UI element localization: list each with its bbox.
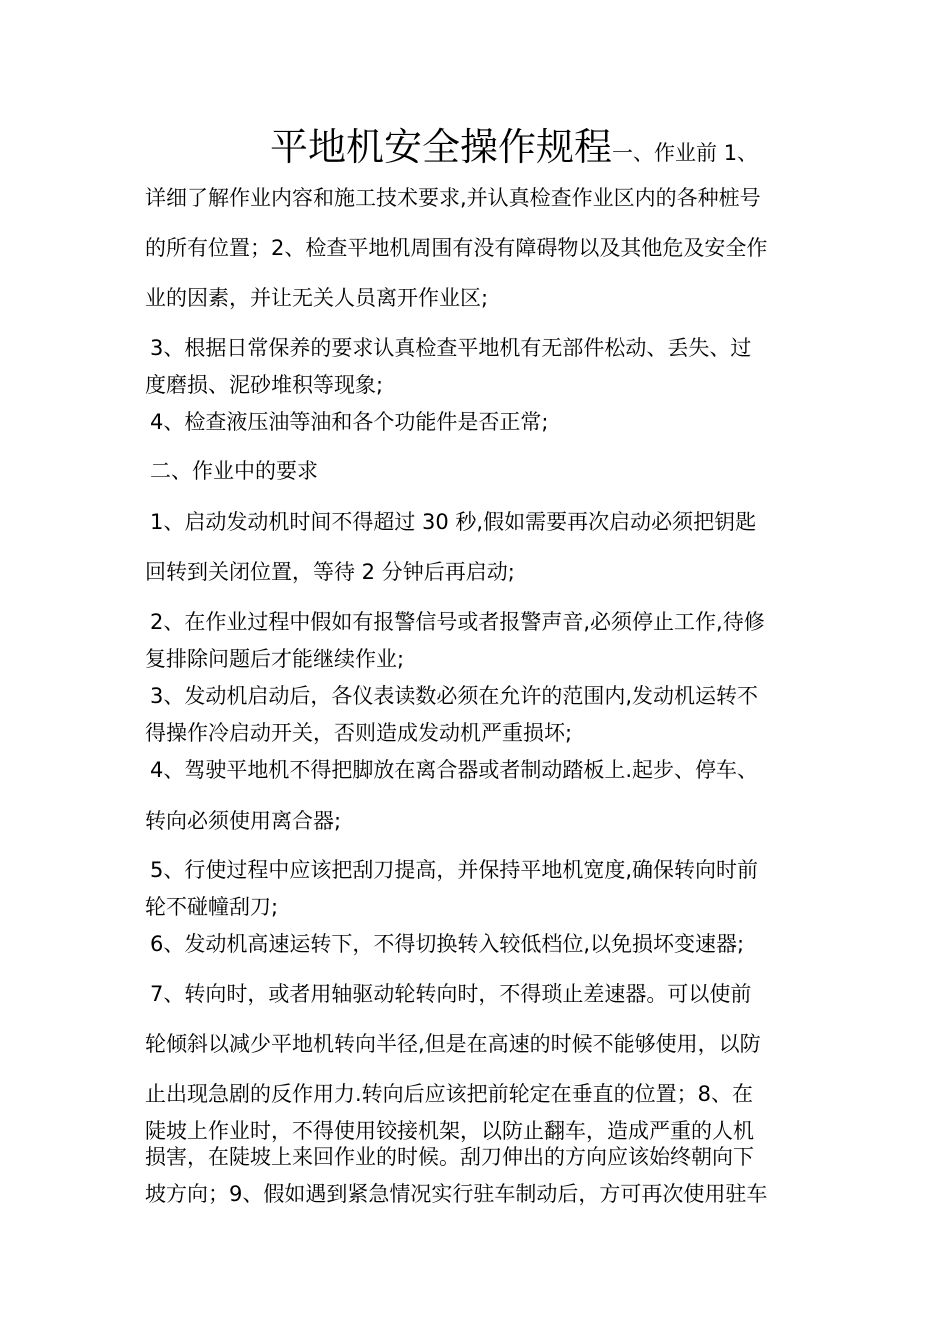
paragraph-line: 2、在作业过程中假如有报警信号或者报警声音,必须停止工作,待修 [150, 610, 765, 634]
paragraph-line: 复排除问题后才能继续作业; [145, 647, 405, 671]
paragraph-line: 7、转向时，或者用轴驱动轮转向时，不得琐止差速器。可以使前 [150, 982, 752, 1006]
title-tail-text: 一、作业前 1、 [612, 141, 759, 165]
paragraph-line: 1、启动发动机时间不得超过 30 秒,假如需要再次启动必须把钥匙 [150, 510, 757, 534]
paragraph-line: 坡方向；9、假如遇到紧急情况实行驻车制动后，方可再次使用驻车 [145, 1182, 768, 1206]
document-title: 平地机安全操作规程 [270, 125, 613, 169]
paragraph-line: 得操作冷启动开关，否则造成发动机严重损坏; [145, 721, 573, 745]
paragraph-line: 陡坡上作业时，不得使用铰接机架，以防止翻车，造成严重的人机 [145, 1119, 754, 1143]
paragraph-line: 6、发动机高速运转下，不得切换转入较低档位,以免损坏变速器; [150, 932, 745, 956]
paragraph-line: 4、驾驶平地机不得把脚放在离合器或者制动踏板上.起步、停车、 [150, 758, 759, 782]
paragraph-line: 轮不碰幢刮刀; [145, 895, 279, 919]
paragraph-line: 度磨损、泥砂堆积等现象; [145, 373, 384, 397]
paragraph-line: 损害，在陡坡上来回作业的时候。刮刀伸出的方向应该始终朝向下 [145, 1145, 754, 1169]
section-heading: 二、作业中的要求 [150, 459, 318, 483]
title-line [270, 125, 759, 169]
paragraph-line: 5、行使过程中应该把刮刀提高，并保持平地机宽度,确保转向时前 [150, 858, 759, 882]
paragraph-line: 业的因素，并让无关人员离开作业区; [145, 286, 489, 310]
paragraph-line: 转向必须使用离合器; [145, 809, 342, 833]
paragraph-line: 回转到关闭位置，等待 2 分钟后再启动; [145, 560, 515, 584]
paragraph-line: 详细了解作业内容和施工技术要求,并认真检查作业区内的各种桩号 [145, 186, 761, 210]
paragraph-line: 3、发动机启动后，各仪表读数必须在允许的范围内,发动机运转不 [150, 684, 759, 708]
paragraph-line: 轮倾斜以减少平地机转向半径,但是在高速的时候不能够使用，以防 [145, 1032, 761, 1056]
paragraph-line: 止出现急剧的反作用力.转向后应该把前轮定在垂直的位置；8、在 [145, 1082, 754, 1106]
paragraph-line: 3、根据日常保养的要求认真检查平地机有无部件松动、丢失、过 [150, 336, 752, 360]
paragraph-line: 4、检查液压油等油和各个功能件是否正常; [150, 410, 549, 434]
paragraph-line: 的所有位置；2、检查平地机周围有没有障碍物以及其他危及安全作 [145, 236, 768, 260]
